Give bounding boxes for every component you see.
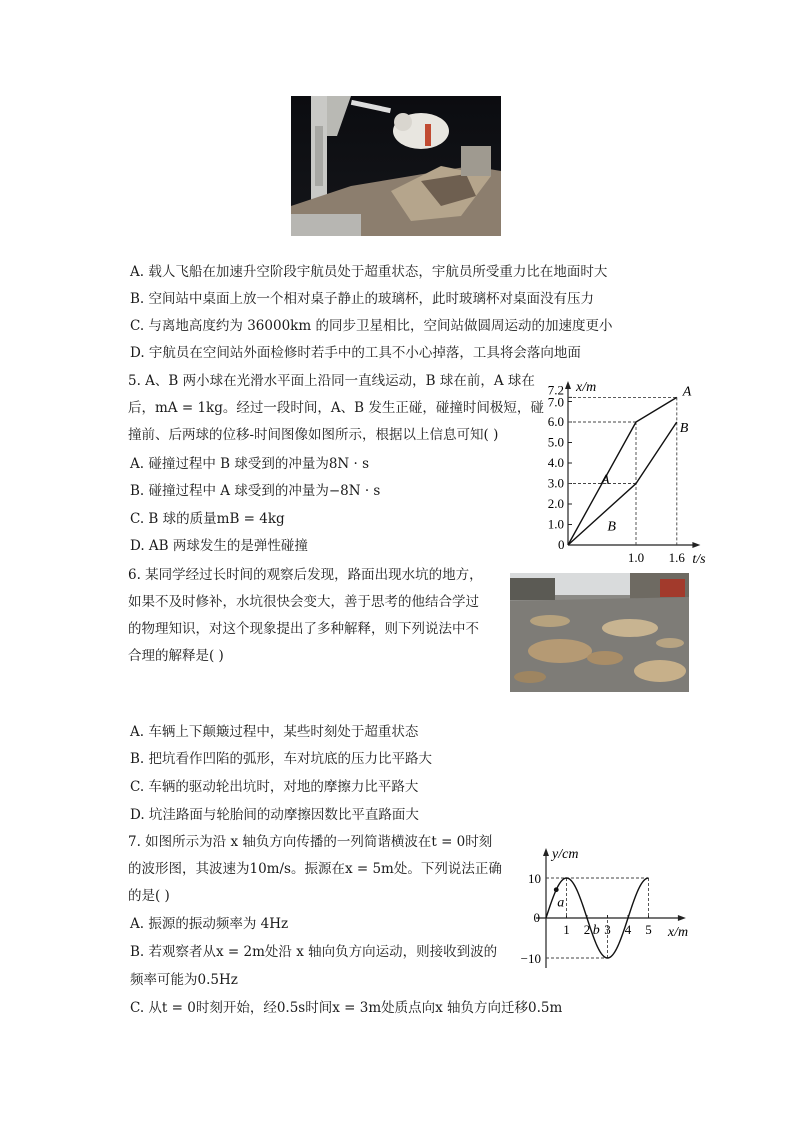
y-tick-label: 10 xyxy=(528,871,541,886)
series-line-A xyxy=(568,397,677,545)
q7-option-c: C. 从t = 0时刻开始，经0.5s时间x = 3m处质点向x 轴负方向迁移0.5m xyxy=(130,1000,563,1016)
q4-option-c: C. 与离地高度约为 36000km 的同步卫星相比，空间站做圆周运动的加速度更小 xyxy=(130,318,613,334)
q5-option-a: A. 碰撞过程中 B 球受到的冲量为8N · s xyxy=(130,456,370,472)
q6-stem-line-2: 如果不及时修补，水坑很快会变大，善于思考的他结合学过 xyxy=(128,594,479,610)
q6-option-a: A. 车辆上下颠簸过程中，某些时刻处于超重状态 xyxy=(130,724,419,740)
x-tick-label: 2 xyxy=(583,922,591,937)
q5-stem-line-1: 5. A、B 两小球在光滑水平面上沿同一直线运动，B 球在前，A 球在 xyxy=(128,373,535,389)
q7-stem-line-1: 7. 如图所示为沿 x 轴负方向传播的一列简谐横波在t = 0时刻 xyxy=(128,834,493,850)
y-tick-label: 3.0 xyxy=(547,475,564,491)
wave-chart xyxy=(520,840,698,972)
x-tick-label: 1.0 xyxy=(627,550,645,565)
y-tick-label: −10 xyxy=(520,951,541,966)
q6-stem-line-1: 6. 某同学经过长时间的观察后发现，路面出现水坑的地方， xyxy=(128,567,483,583)
point-b-label: b xyxy=(592,923,600,938)
x-axis-arrow xyxy=(678,915,686,921)
x-tick-label: 5 xyxy=(645,922,652,937)
x-tick-label: 1 xyxy=(563,922,570,937)
q7-option-a: A. 振源的振动频率为 4Hz xyxy=(130,916,289,932)
series-label-A: A xyxy=(682,384,692,400)
q4-option-d: D. 宇航员在空间站外面检修时若手中的工具不小心掉落，工具将会落向地面 xyxy=(130,345,581,361)
x-axis-label: t/s xyxy=(692,552,706,567)
y-tick-label: 2.0 xyxy=(547,496,564,511)
q6-option-b: B. 把坑看作凹陷的弧形，车对坑底的压力比平路大 xyxy=(130,751,433,767)
origin-label: 0 xyxy=(558,537,565,552)
y-axis-arrow xyxy=(543,848,549,856)
y-tick-label: 6.0 xyxy=(547,414,564,429)
q5-stem-line-2: 后，mA = 1kg。经过一段时间，A、B 发生正碰，碰撞时间极短，碰 xyxy=(128,400,544,416)
y-tick-label: 1.0 xyxy=(547,516,564,532)
series-label-A-mid: A xyxy=(601,472,610,488)
q6-option-c: C. 车辆的驱动轮出坑时，对地的摩擦力比平路大 xyxy=(130,779,419,795)
y-tick-label: 5.0 xyxy=(547,434,564,450)
y-axis-label: y/cm xyxy=(552,847,579,862)
q4-option-a: A. 载人飞船在加速升空阶段宇航员处于超重状态，宇航员所受重力比在地面时大 xyxy=(130,264,608,280)
space-station-illustration xyxy=(291,96,501,236)
q7-option-b: B. 若观察者从x = 2m处沿 x 轴向负方向运动，则接收到波的 xyxy=(130,944,498,960)
x-tick-label: 3 xyxy=(604,922,611,937)
y-axis-arrow xyxy=(565,381,571,389)
q6-option-d: D. 坑洼路面与轮胎间的动摩擦因数比平直路面大 xyxy=(130,807,419,823)
q4-option-b: B. 空间站中桌面上放一个相对桌子静止的玻璃杯，此时玻璃杯对桌面没有压力 xyxy=(130,291,595,307)
origin-label: 0 xyxy=(533,910,540,925)
point-a xyxy=(554,887,559,892)
q7-stem-line-2: 的波形图，其波速为10m/s。振源在x = 5m处。下列说法正确 xyxy=(128,861,502,877)
series-label-B: B xyxy=(679,421,689,436)
q5-option-c: C. B 球的质量mB = 4kg xyxy=(130,511,285,527)
x-axis-arrow xyxy=(692,542,700,548)
pothole-road-illustration xyxy=(510,573,689,692)
point-a-label: a xyxy=(557,895,565,911)
x-tick-label: 1.6 xyxy=(668,550,685,565)
q7-option-b-cont: 频率可能为0.5Hz xyxy=(130,972,238,988)
q5-stem-line-3: 撞前、后两球的位移-时间图像如图所示，根据以上信息可知( ) xyxy=(128,427,499,443)
x-axis-label: x/m xyxy=(667,925,689,940)
y-tick-label: 7.0 xyxy=(547,394,564,410)
space-station-photo xyxy=(291,96,501,236)
y-axis-label: x/m xyxy=(576,380,597,395)
q6-stem-line-3: 的物理知识，对这个现象提出了多种解释，则下列说法中不 xyxy=(128,621,479,637)
y-tick-label: 7.2 xyxy=(547,382,564,398)
q5-option-b: B. 碰撞过程中 A 球受到的冲量为−8N · s xyxy=(130,483,381,499)
series-label-B-mid: B xyxy=(607,519,616,535)
q5-option-d: D. AB 两球发生的是弹性碰撞 xyxy=(130,538,308,554)
q6-stem-line-4: 合理的解释是( ) xyxy=(128,648,224,664)
displacement-time-chart xyxy=(536,375,706,567)
pothole-road-photo xyxy=(510,573,689,692)
x-tick-label: 4 xyxy=(624,922,632,937)
y-tick-label: 4.0 xyxy=(547,455,564,470)
q7-stem-line-3: 的是( ) xyxy=(128,888,170,904)
